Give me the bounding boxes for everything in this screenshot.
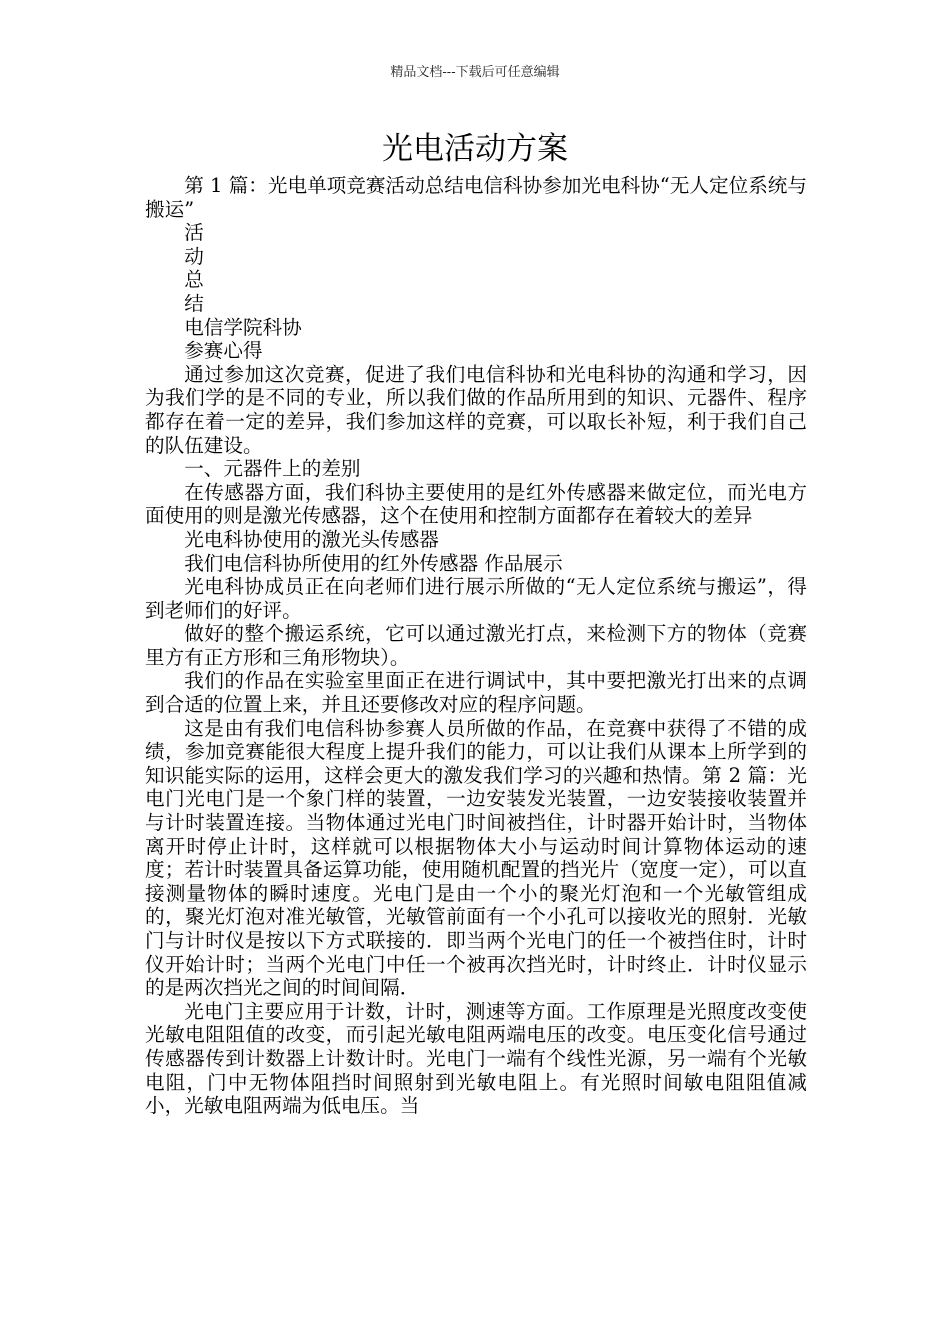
paragraph-5: 结 — [184, 291, 204, 315]
paragraph-3: 动 — [184, 244, 204, 268]
document-title: 光电活动方案 — [382, 131, 568, 167]
paragraph-7: 参赛心得 — [184, 339, 263, 363]
paragraph-2: 活 — [184, 221, 204, 245]
section-heading-1: 一、元器件上的差别 — [184, 457, 361, 481]
paragraph-15: 我们的作品在实验室里面正在进行调试中，其中要把激光打出来的点调到合适的位置上来，并且还要修改对应的程序问题。 — [145, 669, 807, 717]
paragraph-17: 光电门主要应用于计数，计时，测速等方面。工作原理是光照度改变使光敏电阻阻值的改变，而引起光敏电阻两端电压的改变。电压变化信号通过传感器传到计数器上计数计时。光电门一端有个线性光源，另一端有个光敏电阻，门中无物体阻挡时间照射到光敏电阻上。有光照时间敏电阻阻值减小，光敏电阻两端为低电压。当 — [145, 999, 807, 1118]
paragraph-8: 通过参加这次竞赛，促进了我们电信科协和光电科协的沟通和学习，因为我们学的是不同的专业，所以我们做的作品所用到的知识、元器件、程序都存在着一定的差异，我们参加这样的竞赛，可以取长补短，利于我们自己的队伍建设。 — [145, 362, 807, 457]
paragraph-1: 第 1 篇：光电单项竞赛活动总结电信科协参加光电科协“无人定位系统与搬运” — [145, 174, 807, 221]
paragraph-13: 光电科协成员正在向老师们进行展示所做的“无人定位系统与搬运”，得到老师们的好评。 — [145, 575, 807, 622]
page-header: 精品文档---下载后可任意编辑 — [390, 65, 560, 80]
paragraph-10: 在传感器方面，我们科协主要使用的是红外传感器来做定位，而光电方面使用的则是激光传感器，这个在使用和控制方面都存在着较大的差异 — [145, 480, 807, 528]
paragraph-14: 做好的整个搬运系统，它可以通过激光打点，来检测下方的物体（竞赛里方有正方形和三角形物块）。 — [145, 622, 807, 669]
paragraph-16: 这是由有我们电信科协参赛人员所做的作品，在竞赛中获得了不错的成绩，参加竞赛能很大程度上提升我们的能力，可以让我们从课本上所学到的知识能实际的运用，这样会更大的激发我们学习的兴趣和热情。第 2 篇：光电门光电门是一个象门样的装置，一边安装发光装置，一边安装接收装置并与计时装置连接。当物体通过光电门时间被挡住，计时器开始计时，当物体离开时停止计时，这样就可以根据物体大小与运动时间计算物体运动的速度；若计时装置具备运算功能，使用随机配置的挡光片（宽度一定），可以直接测量物体的瞬时速度。光电门是由一个小的聚光灯泡和一个光敏管组成的，聚光灯泡对准光敏管，光敏管前面有一个小孔可以接收光的照射．光敏门与计时仪是按以下方式联接的．即当两个光电门的任一个被挡住时，计时仪开始计时；当两个光电门中任一个被再次挡光时，计时终止．计时仪显示的是两次挡光之间的时间间隔． — [145, 716, 807, 1000]
paragraph-4: 总 — [184, 268, 204, 292]
paragraph-6: 电信学院科协 — [184, 315, 302, 339]
paragraph-12: 我们电信科协所使用的红外传感器 作品展示 — [184, 551, 563, 575]
paragraph-11: 光电科协使用的激光头传感器 — [184, 527, 439, 551]
document-body — [145, 174, 807, 1118]
